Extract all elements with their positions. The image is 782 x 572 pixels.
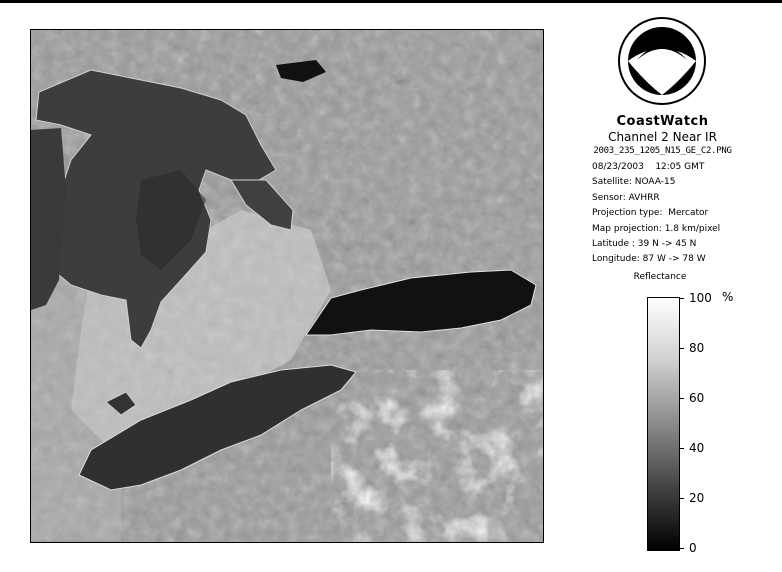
colorbar-tick-label: 0 [689, 541, 697, 555]
noaa-logo [617, 16, 707, 106]
longitude-range: Longitude: 87 W -> 78 W [592, 254, 706, 265]
colorbar-tick [679, 398, 684, 399]
map-svg [31, 30, 543, 542]
datetime: 08/23/2003 12:05 GMT [592, 162, 705, 172]
colorbar-tick [679, 548, 684, 549]
cloud-cover [331, 370, 543, 542]
svg-text:NOAA: NOAA [645, 57, 679, 68]
colorbar-tick-label: 20 [689, 491, 705, 505]
colorbar-tick-label: 100 [689, 291, 712, 305]
latitude-range: Latitude : 39 N -> 45 N [592, 239, 697, 250]
colorbar-tick [679, 348, 684, 349]
colorbar-tick [679, 448, 684, 449]
image-metadata [560, 114, 765, 268]
top-rule [0, 0, 782, 3]
colorbar-title: Reflectance [633, 272, 687, 282]
projection-type: Projection type: Mercator [592, 208, 709, 219]
colorbar-tick [679, 498, 684, 499]
colorbar-tick-label: 60 [689, 391, 705, 405]
colorbar [647, 297, 680, 551]
colorbar-tick-label: 40 [689, 441, 705, 455]
sensor: Sensor: AVHRR [592, 192, 660, 203]
satellite: Satellite: NOAA-15 [592, 177, 676, 188]
filename: 2003_235_1205_N15_GE_C2.PNG [593, 146, 732, 156]
map-projection: Map projection: 1.8 km/pixel [592, 223, 721, 234]
colorbar-tick-label: 80 [689, 341, 705, 355]
satellite-image [30, 29, 544, 543]
channel-label: Channel 2 Near IR [608, 130, 717, 144]
noaa-seal-icon [617, 16, 707, 106]
colorbar-unit: % [722, 290, 734, 304]
colorbar-tick [679, 298, 684, 299]
app-title: CoastWatch [616, 114, 709, 129]
